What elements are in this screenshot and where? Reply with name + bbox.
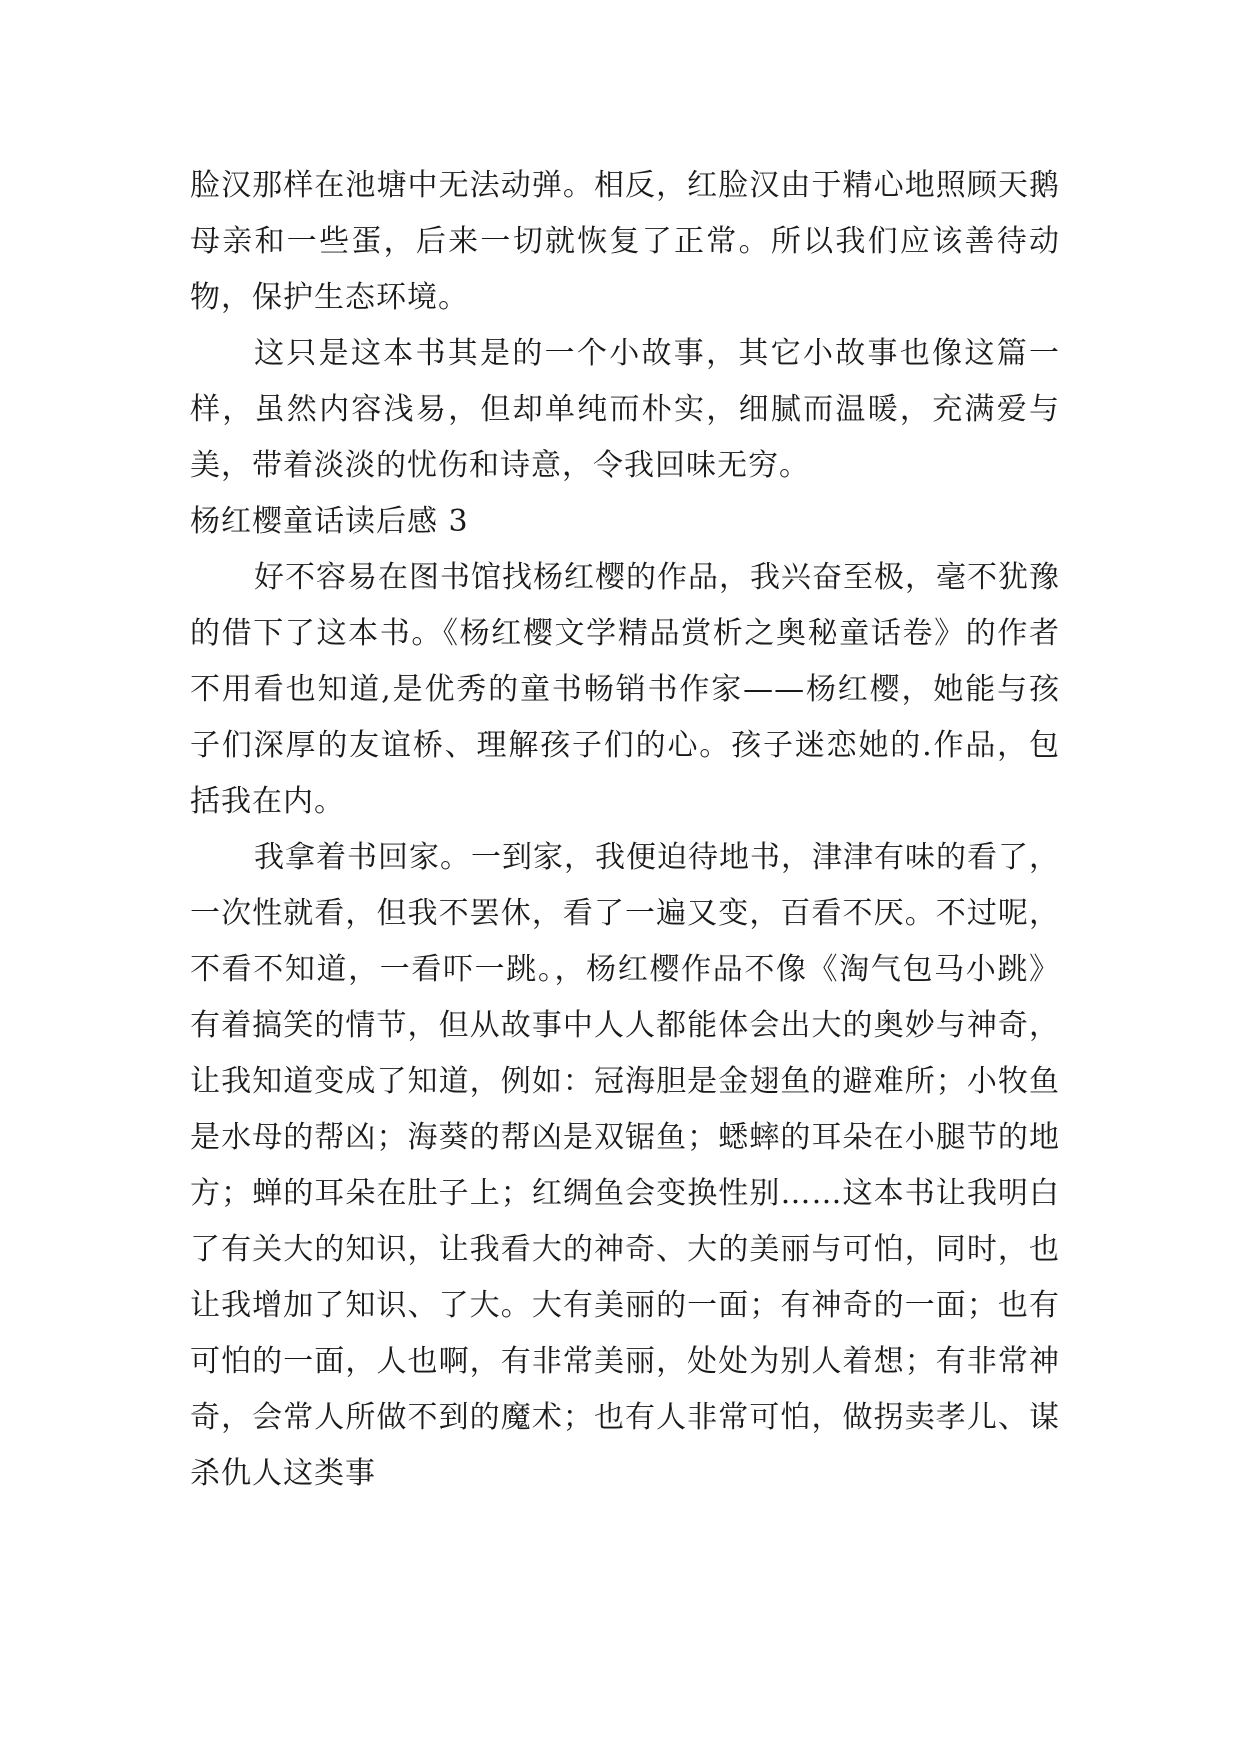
section-title: 杨红樱童话读后感 3 (190, 504, 469, 539)
paragraph-continuation: 脸汉那样在池塘中无法动弹。相反，红脸汉由于精心地照顾天鹅母亲和一些蛋，后来一切就恢复了正常。所以我们应该善待动物，保护生态环境。 (190, 168, 1060, 315)
paragraph-reading: 我拿着书回家。一到家，我便迫待地书，津津有味的看了，一次性就看，但我不罢休，看了一遍又变，百看不厌。不过呢，不看不知道，一看吓一跳。，杨红樱作品不像《淘气包马小跳》有着搞笑的情节，但从故事中人人都能体会出大的奥妙与神奇，让我知道变成了知道，例如：冠海胆是金翅鱼的避难所；小牧鱼是水母的帮凶；海葵的帮凶是双锯鱼；蟋蟀的耳朵在小腿节的地方；蝉的耳朵在肚子上；红绸鱼会变换性别……这本书让我明白了有关大的知识，让我看大的神奇、大的美丽与可怕，同时，也让我增加了知识、了大。大有美丽的一面；有神奇的一面；也有可怕的一面，人也啊，有非常美丽，处处为别人着想；有非常神奇，会常人所做不到的魔术；也有人非常可怕，做拐卖孝儿、谋杀仇人这类事 (190, 840, 1060, 1491)
paragraph-story-summary: 这只是这本书其是的一个小故事，其它小故事也像这篇一样，虽然内容浅易，但却单纯而朴实，细腻而温暖，充满爱与美，带着淡淡的忧伤和诗意，令我回味无穷。 (190, 336, 1060, 483)
paragraph-library: 好不容易在图书馆找杨红樱的作品，我兴奋至极，毫不犹豫的借下了这本书。《杨红樱文学精品赏析之奥秘童话卷》的作者不用看也知道,是优秀的童书畅销书作家——杨红樱，她能与孩子们深厚的友谊桥、理解孩子们的心。孩子迷恋她的.作品，包括我在内。 (190, 560, 1060, 819)
document-body (190, 158, 1060, 1502)
